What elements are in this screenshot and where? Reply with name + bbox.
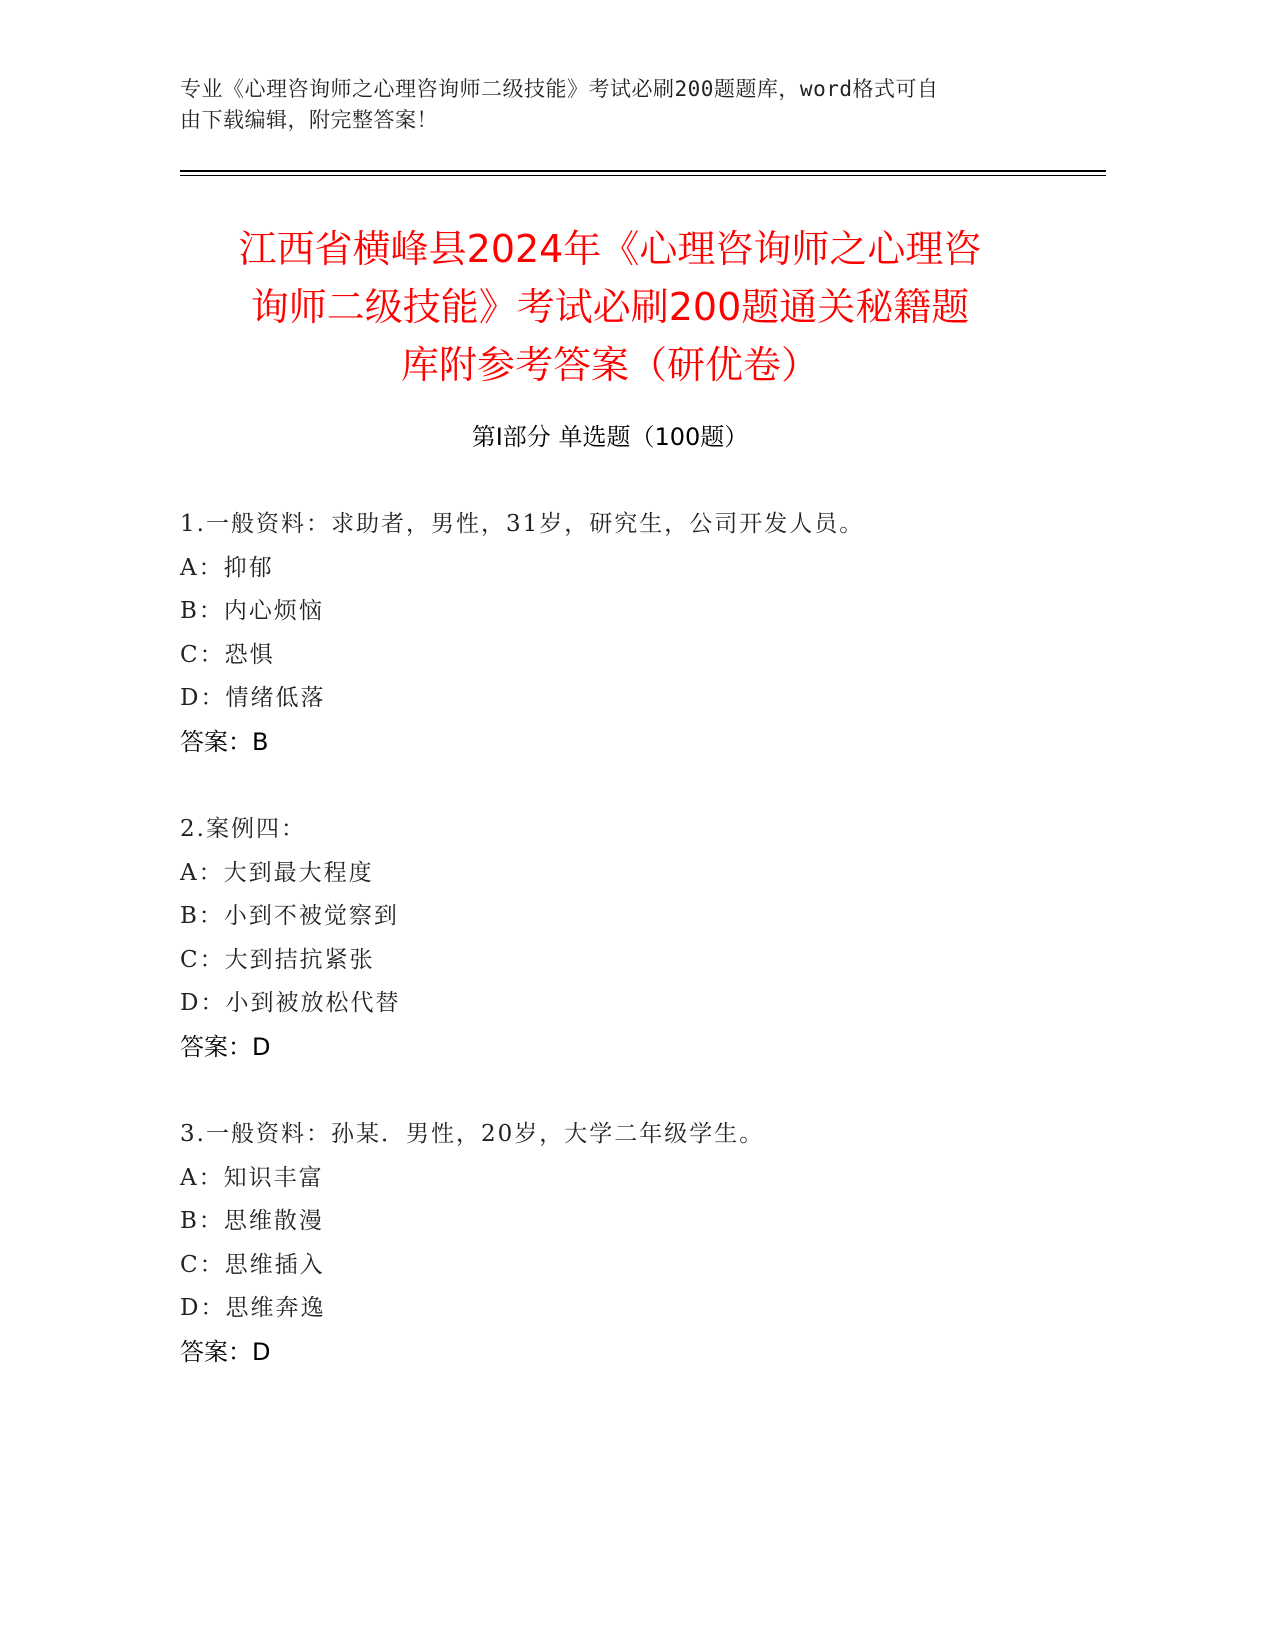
answer: 答案：B: [180, 727, 269, 756]
option-a: A：抑郁: [180, 554, 274, 581]
header-divider-thin: [180, 175, 1106, 176]
title-line-1: 江西省横峰县2024年《心理咨询师之心理咨: [238, 227, 982, 271]
question-stem: 3.一般资料：孙某．男性，20岁，大学二年级学生。: [180, 1121, 765, 1147]
header-divider-thick: [180, 170, 1106, 172]
header-note-line-1: 专业《心理咨询师之心理咨询师二级技能》考试必刷200题题库，word格式可自: [180, 77, 939, 101]
option-c: C：大到拮抗紧张: [180, 946, 375, 973]
header-note-line-2: 由下载编辑，附完整答案！: [180, 108, 438, 132]
option-d: D：情绪低落: [180, 685, 326, 711]
question-stem: 1.一般资料：求助者，男性，31岁，研究生，公司开发人员。: [180, 511, 865, 537]
option-c: C：思维插入: [180, 1251, 325, 1278]
option-c: C：恐惧: [180, 641, 275, 668]
section-heading: 第Ⅰ部分 单选题（100题）: [471, 423, 749, 451]
option-a: A：知识丰富: [180, 1164, 324, 1191]
option-b: B：内心烦恼: [180, 598, 324, 624]
title-line-2: 询师二级技能》考试必刷200题通关秘籍题: [250, 285, 970, 329]
question-1: [180, 503, 1080, 764]
answer: 答案：D: [180, 1032, 271, 1061]
option-d: D：小到被放松代替: [180, 990, 401, 1016]
question-3: [180, 1113, 1080, 1374]
answer: 答案：D: [180, 1337, 271, 1366]
document-header-note: [180, 74, 1040, 136]
option-b: B：小到不被觉察到: [180, 903, 399, 929]
question-stem: 2.案例四：: [180, 816, 306, 842]
document-title: [160, 220, 1060, 394]
option-b: B：思维散漫: [180, 1208, 324, 1234]
option-d: D：思维奔逸: [180, 1295, 326, 1321]
option-a: A：大到最大程度: [180, 859, 374, 886]
title-line-3: 库附参考答案（研优卷）: [400, 343, 819, 387]
question-2: [180, 808, 1080, 1069]
